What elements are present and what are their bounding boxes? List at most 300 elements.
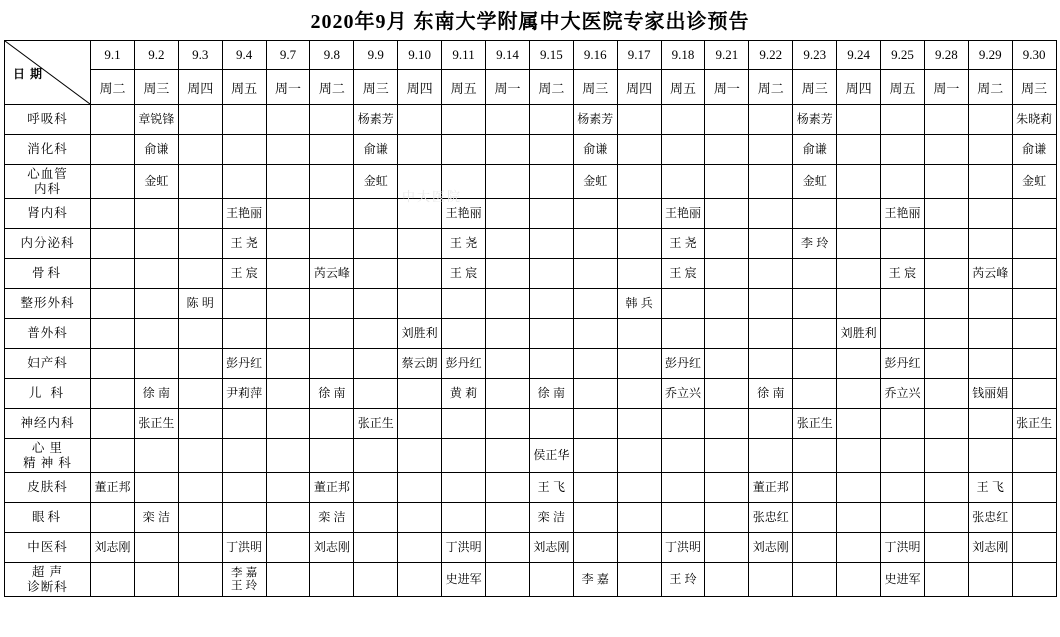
empty-cell — [486, 259, 530, 289]
header-row-dates — [5, 41, 1057, 70]
empty-cell — [91, 135, 135, 165]
empty-cell — [837, 135, 881, 165]
date-header: 9.16 — [573, 41, 617, 70]
empty-cell — [266, 473, 310, 503]
weekday-header: 周一 — [486, 70, 530, 105]
empty-cell — [178, 503, 222, 533]
empty-cell — [837, 439, 881, 473]
empty-cell — [924, 165, 968, 199]
empty-cell — [881, 289, 925, 319]
date-header: 9.21 — [705, 41, 749, 70]
empty-cell — [705, 503, 749, 533]
empty-cell — [793, 503, 837, 533]
empty-cell — [529, 259, 573, 289]
doctor-cell: 朱晓莉 — [1012, 105, 1056, 135]
empty-cell — [881, 503, 925, 533]
doctor-cell: 丁洪明 — [661, 533, 705, 563]
doctor-cell: 董正邦 — [310, 473, 354, 503]
empty-cell — [354, 503, 398, 533]
empty-cell — [793, 349, 837, 379]
empty-cell — [398, 199, 442, 229]
doctor-cell: 王 飞 — [968, 473, 1012, 503]
empty-cell — [178, 473, 222, 503]
doctor-cell: 彭丹红 — [222, 349, 266, 379]
empty-cell — [749, 199, 793, 229]
empty-cell — [705, 135, 749, 165]
empty-cell — [924, 105, 968, 135]
date-header: 9.8 — [310, 41, 354, 70]
date-header: 9.7 — [266, 41, 310, 70]
empty-cell — [310, 563, 354, 597]
empty-cell — [617, 135, 661, 165]
empty-cell — [310, 349, 354, 379]
empty-cell — [705, 409, 749, 439]
department-label: 普外科 — [5, 319, 91, 349]
empty-cell — [266, 259, 310, 289]
empty-cell — [310, 319, 354, 349]
weekday-header: 周三 — [573, 70, 617, 105]
doctor-cell: 刘志刚 — [749, 533, 793, 563]
weekday-header: 周五 — [661, 70, 705, 105]
date-header: 9.9 — [354, 41, 398, 70]
empty-cell — [749, 259, 793, 289]
empty-cell — [178, 533, 222, 563]
empty-cell — [486, 473, 530, 503]
weekday-header: 周一 — [266, 70, 310, 105]
empty-cell — [222, 165, 266, 199]
doctor-cell: 章锐锋 — [134, 105, 178, 135]
doctor-cell: 金虹 — [134, 165, 178, 199]
empty-cell — [398, 229, 442, 259]
empty-cell — [837, 503, 881, 533]
doctor-cell: 杨素芳 — [354, 105, 398, 135]
department-label: 骨科 — [5, 259, 91, 289]
empty-cell — [705, 259, 749, 289]
empty-cell — [924, 409, 968, 439]
empty-cell — [529, 409, 573, 439]
empty-cell — [968, 289, 1012, 319]
empty-cell — [266, 165, 310, 199]
empty-cell — [705, 473, 749, 503]
weekday-header: 周二 — [310, 70, 354, 105]
empty-cell — [661, 135, 705, 165]
empty-cell — [178, 349, 222, 379]
empty-cell — [91, 379, 135, 409]
doctor-cell: 彭丹红 — [661, 349, 705, 379]
date-header: 9.24 — [837, 41, 881, 70]
empty-cell — [529, 563, 573, 597]
empty-cell — [924, 349, 968, 379]
weekday-header: 周三 — [354, 70, 398, 105]
empty-cell — [178, 229, 222, 259]
empty-cell — [354, 349, 398, 379]
empty-cell — [266, 439, 310, 473]
doctor-cell: 丁洪明 — [881, 533, 925, 563]
empty-cell — [837, 473, 881, 503]
empty-cell — [266, 105, 310, 135]
empty-cell — [398, 503, 442, 533]
empty-cell — [266, 503, 310, 533]
empty-cell — [924, 289, 968, 319]
doctor-cell: 王 宸 — [442, 259, 486, 289]
empty-cell — [837, 289, 881, 319]
department-label: 眼科 — [5, 503, 91, 533]
empty-cell — [310, 439, 354, 473]
empty-cell — [793, 259, 837, 289]
empty-cell — [749, 409, 793, 439]
empty-cell — [442, 135, 486, 165]
empty-cell — [134, 473, 178, 503]
empty-cell — [617, 409, 661, 439]
empty-cell — [968, 105, 1012, 135]
empty-cell — [573, 533, 617, 563]
empty-cell — [398, 289, 442, 319]
empty-cell — [354, 439, 398, 473]
empty-cell — [661, 319, 705, 349]
page-title: 2020年9月 东南大学附属中大医院专家出诊预告 — [310, 11, 750, 33]
empty-cell — [617, 319, 661, 349]
doctor-cell: 俞谦 — [573, 135, 617, 165]
empty-cell — [968, 563, 1012, 597]
empty-cell — [442, 409, 486, 439]
empty-cell — [793, 563, 837, 597]
empty-cell — [266, 319, 310, 349]
empty-cell — [617, 439, 661, 473]
weekday-header: 周三 — [1012, 70, 1056, 105]
empty-cell — [222, 289, 266, 319]
empty-cell — [617, 379, 661, 409]
doctor-cell: 李 嘉 王 玲 — [222, 563, 266, 597]
empty-cell — [178, 105, 222, 135]
corner-label: 日 期 — [13, 67, 44, 81]
header-row-weekdays — [5, 70, 1057, 105]
empty-cell — [134, 289, 178, 319]
empty-cell — [617, 533, 661, 563]
doctor-cell: 张正生 — [793, 409, 837, 439]
empty-cell — [1012, 289, 1056, 319]
date-header: 9.3 — [178, 41, 222, 70]
empty-cell — [705, 563, 749, 597]
empty-cell — [573, 259, 617, 289]
table-row — [5, 165, 1057, 199]
weekday-header: 周一 — [705, 70, 749, 105]
empty-cell — [924, 533, 968, 563]
empty-cell — [486, 165, 530, 199]
empty-cell — [705, 349, 749, 379]
empty-cell — [91, 319, 135, 349]
doctor-cell: 杨素芳 — [793, 105, 837, 135]
empty-cell — [881, 229, 925, 259]
empty-cell — [354, 259, 398, 289]
date-header: 9.25 — [881, 41, 925, 70]
empty-cell — [398, 259, 442, 289]
empty-cell — [486, 409, 530, 439]
empty-cell — [1012, 199, 1056, 229]
doctor-cell: 史进军 — [881, 563, 925, 597]
empty-cell — [529, 229, 573, 259]
corner-header — [5, 41, 91, 105]
empty-cell — [134, 533, 178, 563]
empty-cell — [178, 319, 222, 349]
empty-cell — [749, 563, 793, 597]
doctor-cell: 金虹 — [793, 165, 837, 199]
empty-cell — [617, 473, 661, 503]
empty-cell — [266, 135, 310, 165]
empty-cell — [968, 439, 1012, 473]
table-row — [5, 199, 1057, 229]
empty-cell — [266, 563, 310, 597]
empty-cell — [222, 409, 266, 439]
doctor-cell: 俞谦 — [793, 135, 837, 165]
weekday-header: 周二 — [91, 70, 135, 105]
doctor-cell: 张忠红 — [968, 503, 1012, 533]
empty-cell — [924, 135, 968, 165]
doctor-cell: 王 尧 — [661, 229, 705, 259]
empty-cell — [442, 105, 486, 135]
empty-cell — [617, 349, 661, 379]
doctor-cell: 钱丽娟 — [968, 379, 1012, 409]
doctor-cell: 刘胜利 — [837, 319, 881, 349]
doctor-cell: 芮云峰 — [310, 259, 354, 289]
empty-cell — [837, 563, 881, 597]
empty-cell — [91, 409, 135, 439]
doctor-cell: 王 玲 — [661, 563, 705, 597]
table-row — [5, 319, 1057, 349]
date-header: 9.11 — [442, 41, 486, 70]
empty-cell — [573, 319, 617, 349]
empty-cell — [924, 199, 968, 229]
empty-cell — [573, 289, 617, 319]
doctor-cell: 尹莉萍 — [222, 379, 266, 409]
doctor-cell: 王艳丽 — [222, 199, 266, 229]
empty-cell — [178, 165, 222, 199]
doctor-cell: 史进军 — [442, 563, 486, 597]
doctor-cell: 芮云峰 — [968, 259, 1012, 289]
empty-cell — [529, 289, 573, 319]
doctor-cell: 金虹 — [1012, 165, 1056, 199]
empty-cell — [178, 259, 222, 289]
empty-cell — [573, 409, 617, 439]
empty-cell — [1012, 533, 1056, 563]
empty-cell — [354, 199, 398, 229]
empty-cell — [749, 105, 793, 135]
weekday-header: 周二 — [968, 70, 1012, 105]
date-header: 9.10 — [398, 41, 442, 70]
doctor-cell: 张忠红 — [749, 503, 793, 533]
empty-cell — [1012, 319, 1056, 349]
doctor-cell: 栾 洁 — [529, 503, 573, 533]
empty-cell — [924, 563, 968, 597]
empty-cell — [310, 105, 354, 135]
empty-cell — [354, 563, 398, 597]
empty-cell — [529, 319, 573, 349]
empty-cell — [222, 503, 266, 533]
empty-cell — [91, 563, 135, 597]
table-row — [5, 289, 1057, 319]
empty-cell — [398, 379, 442, 409]
empty-cell — [529, 199, 573, 229]
empty-cell — [398, 533, 442, 563]
empty-cell — [749, 135, 793, 165]
empty-cell — [837, 165, 881, 199]
empty-cell — [837, 199, 881, 229]
weekday-header: 周一 — [924, 70, 968, 105]
empty-cell — [573, 199, 617, 229]
empty-cell — [793, 473, 837, 503]
doctor-cell: 侯正华 — [529, 439, 573, 473]
empty-cell — [661, 473, 705, 503]
weekday-header: 周三 — [793, 70, 837, 105]
empty-cell — [134, 349, 178, 379]
doctor-cell: 董正邦 — [749, 473, 793, 503]
empty-cell — [749, 289, 793, 319]
empty-cell — [661, 165, 705, 199]
empty-cell — [793, 439, 837, 473]
empty-cell — [1012, 379, 1056, 409]
watermark: 中大医院 — [402, 189, 463, 204]
empty-cell — [793, 289, 837, 319]
department-label: 儿 科 — [5, 379, 91, 409]
empty-cell — [354, 473, 398, 503]
doctor-cell: 金虹 — [573, 165, 617, 199]
empty-cell — [398, 105, 442, 135]
empty-cell — [222, 319, 266, 349]
empty-cell — [1012, 259, 1056, 289]
empty-cell — [881, 473, 925, 503]
doctor-cell: 俞谦 — [134, 135, 178, 165]
weekday-header: 周二 — [749, 70, 793, 105]
empty-cell — [134, 319, 178, 349]
empty-cell — [924, 379, 968, 409]
empty-cell — [793, 319, 837, 349]
table-row — [5, 533, 1057, 563]
empty-cell — [91, 229, 135, 259]
empty-cell — [924, 503, 968, 533]
empty-cell — [573, 229, 617, 259]
empty-cell — [310, 199, 354, 229]
department-label: 中医科 — [5, 533, 91, 563]
date-header: 9.17 — [617, 41, 661, 70]
weekday-header: 周三 — [134, 70, 178, 105]
table-row — [5, 259, 1057, 289]
empty-cell — [837, 379, 881, 409]
doctor-cell: 王 飞 — [529, 473, 573, 503]
empty-cell — [1012, 229, 1056, 259]
empty-cell — [968, 135, 1012, 165]
date-header: 9.1 — [91, 41, 135, 70]
empty-cell — [222, 473, 266, 503]
department-label: 心 里 精 神 科 — [5, 439, 91, 473]
department-label: 皮肤科 — [5, 473, 91, 503]
empty-cell — [266, 229, 310, 259]
doctor-cell: 乔立兴 — [661, 379, 705, 409]
table-row — [5, 409, 1057, 439]
doctor-cell: 张正生 — [354, 409, 398, 439]
doctor-cell: 李 嘉 — [573, 563, 617, 597]
empty-cell — [354, 289, 398, 319]
empty-cell — [705, 165, 749, 199]
empty-cell — [1012, 563, 1056, 597]
empty-cell — [529, 165, 573, 199]
empty-cell — [442, 319, 486, 349]
empty-cell — [354, 379, 398, 409]
empty-cell — [573, 503, 617, 533]
table-row — [5, 379, 1057, 409]
empty-cell — [661, 409, 705, 439]
empty-cell — [705, 199, 749, 229]
doctor-cell: 王 宸 — [661, 259, 705, 289]
doctor-cell: 李 玲 — [793, 229, 837, 259]
empty-cell — [91, 199, 135, 229]
doctor-cell: 徐 南 — [749, 379, 793, 409]
doctor-cell: 徐 南 — [134, 379, 178, 409]
empty-cell — [968, 165, 1012, 199]
empty-cell — [1012, 349, 1056, 379]
empty-cell — [705, 439, 749, 473]
empty-cell — [529, 105, 573, 135]
empty-cell — [222, 135, 266, 165]
empty-cell — [924, 473, 968, 503]
doctor-cell: 王 宸 — [881, 259, 925, 289]
empty-cell — [310, 409, 354, 439]
date-header: 9.29 — [968, 41, 1012, 70]
empty-cell — [837, 105, 881, 135]
empty-cell — [749, 319, 793, 349]
empty-cell — [881, 105, 925, 135]
empty-cell — [442, 439, 486, 473]
doctor-cell: 徐 南 — [310, 379, 354, 409]
empty-cell — [617, 563, 661, 597]
empty-cell — [529, 349, 573, 379]
empty-cell — [968, 319, 1012, 349]
empty-cell — [793, 533, 837, 563]
empty-cell — [178, 135, 222, 165]
empty-cell — [310, 165, 354, 199]
empty-cell — [881, 409, 925, 439]
empty-cell — [266, 289, 310, 319]
schedule-table — [4, 40, 1057, 597]
empty-cell — [398, 563, 442, 597]
empty-cell — [486, 533, 530, 563]
department-label: 神经内科 — [5, 409, 91, 439]
empty-cell — [486, 229, 530, 259]
empty-cell — [486, 289, 530, 319]
empty-cell — [442, 289, 486, 319]
empty-cell — [1012, 439, 1056, 473]
date-header: 9.14 — [486, 41, 530, 70]
empty-cell — [1012, 473, 1056, 503]
weekday-header: 周四 — [178, 70, 222, 105]
table-row — [5, 473, 1057, 503]
doctor-cell: 刘胜利 — [398, 319, 442, 349]
empty-cell — [705, 319, 749, 349]
doctor-cell: 刘志刚 — [91, 533, 135, 563]
doctor-cell: 栾 洁 — [310, 503, 354, 533]
empty-cell — [486, 135, 530, 165]
empty-cell — [266, 533, 310, 563]
empty-cell — [266, 379, 310, 409]
empty-cell — [91, 259, 135, 289]
weekday-header: 周五 — [222, 70, 266, 105]
doctor-cell: 韩 兵 — [617, 289, 661, 319]
empty-cell — [134, 199, 178, 229]
empty-cell — [529, 135, 573, 165]
empty-cell — [617, 165, 661, 199]
empty-cell — [486, 379, 530, 409]
empty-cell — [178, 439, 222, 473]
empty-cell — [837, 349, 881, 379]
empty-cell — [837, 229, 881, 259]
